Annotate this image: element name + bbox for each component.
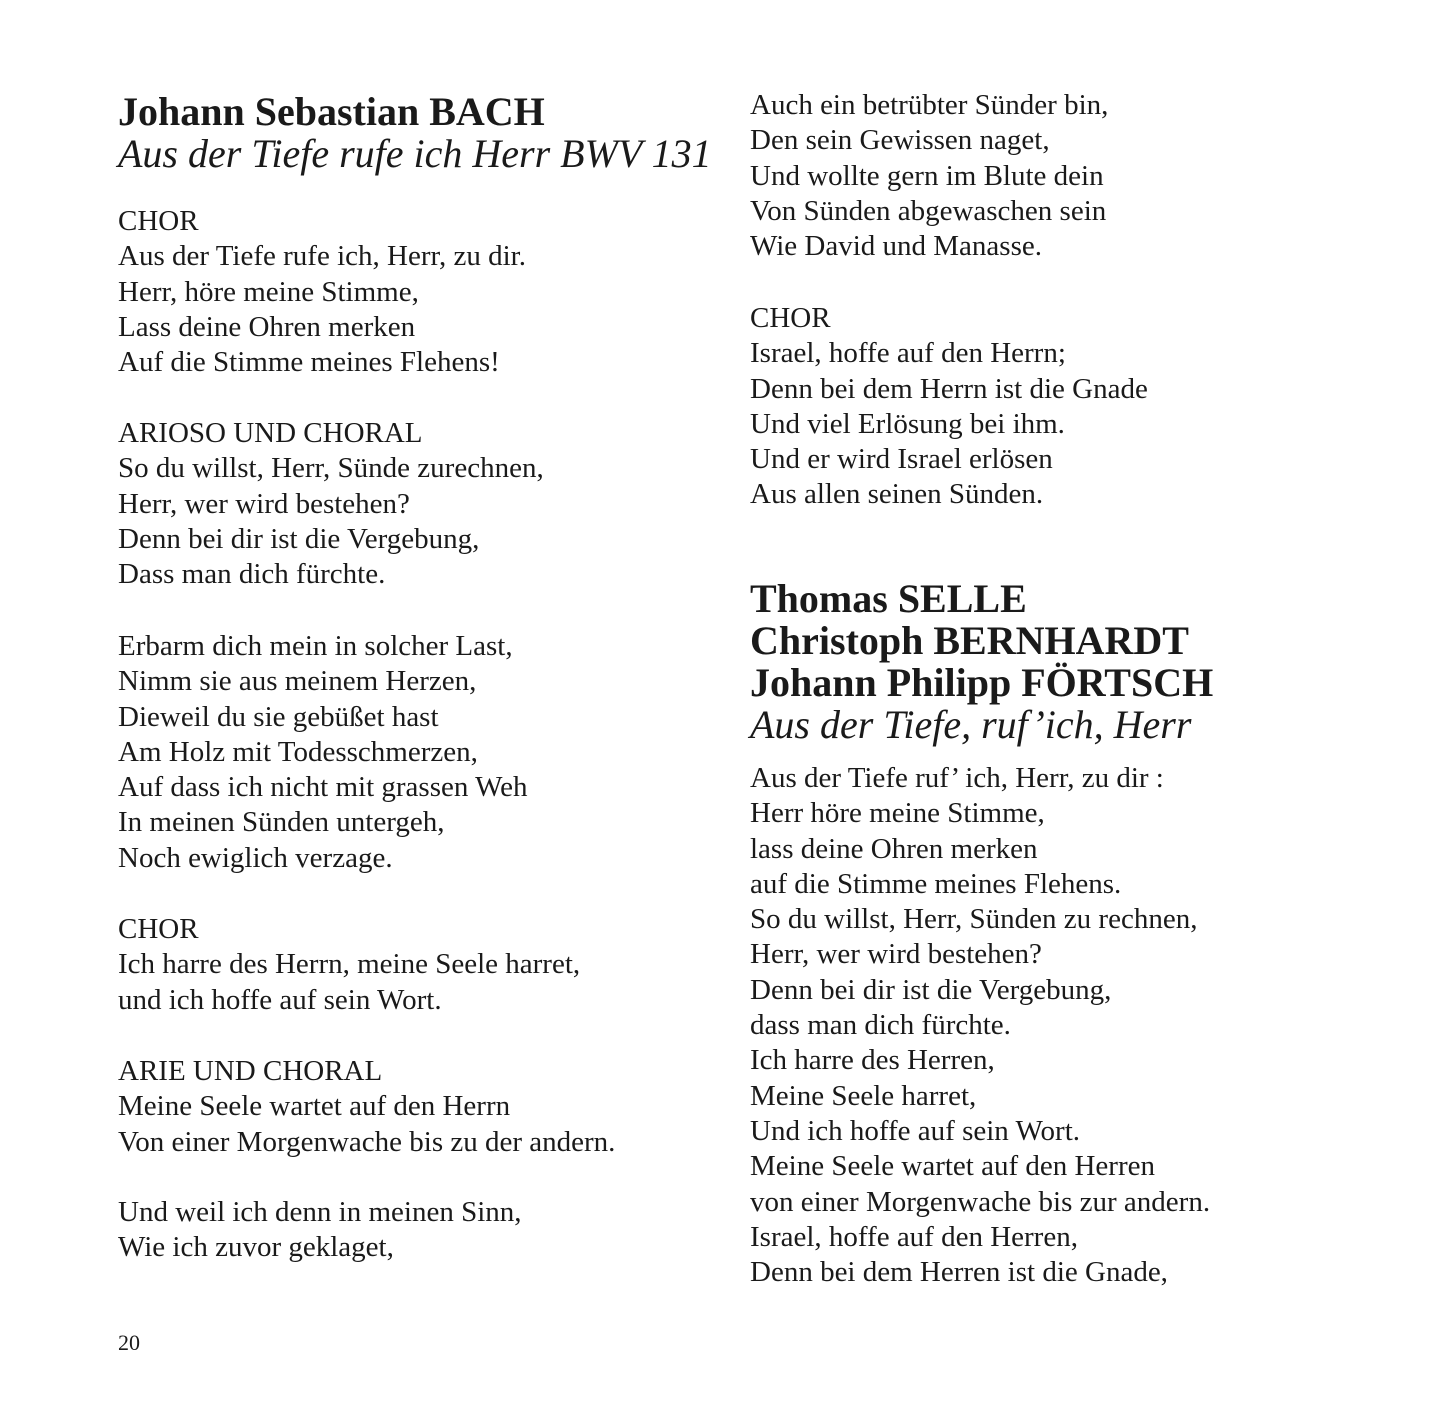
lyric-line: von einer Morgenwache bis zur andern. [750,1185,1211,1218]
lyric-line: Denn bei dem Herren ist die Gnade, [750,1256,1168,1289]
stanza [118,1054,615,1160]
lyric-line: Dieweil du sie gebüßet hast [118,700,439,733]
composer-name: Johann Sebastian BACH [118,89,545,134]
composer-name: Johann Philipp FÖRTSCH [750,660,1214,705]
stanza [118,204,526,380]
lyric-line: Und weil ich denn in meinen Sinn, [118,1196,522,1228]
lyric-line: Meine Seele wartet auf den Herrn [118,1090,511,1123]
lyric-line: Herr, wer wird bestehen? [750,938,1042,971]
lyric-line: Erbarm dich mein in solcher Last, [118,630,513,662]
lyric-line: Auch ein betrübter Sünder bin, [750,89,1109,121]
lyric-line: Und viel Erlösung bei ihm. [750,407,1065,440]
lyric-line: Von einer Morgenwache bis zu der andern. [118,1125,616,1158]
lyric-line: Herr, höre meine Stimme, [118,275,419,308]
lyric-line: Denn bei dem Herrn ist die Gnade [750,372,1148,405]
lyric-line: Herr, wer wird bestehen? [118,487,410,520]
lyric-line: Israel, hoffe auf den Herren, [750,1220,1078,1253]
work-title: Aus der Tiefe, ruf’ich, Herr [750,702,1192,747]
stanza [118,416,544,592]
lyric-line: In meinen Sünden untergeh, [118,806,445,839]
selle-heading [750,578,1213,746]
lyric-line: Von Sünden abgewaschen sein [750,194,1107,227]
lyric-line: Am Holz mit Todesschmerzen, [118,735,478,768]
lyric-line: So du willst, Herr, Sünden zu rechnen, [750,903,1198,936]
lyric-line: Wie ich zuvor geklaget, [118,1231,394,1264]
lyric-line: Aus allen seinen Sünden. [750,478,1044,511]
lyric-line: auf die Stimme meines Flehens. [750,867,1122,900]
lyric-line: CHOR [750,302,831,334]
page-number: 20 [118,1330,140,1355]
lyric-line: dass man dich fürchte. [750,1009,1011,1042]
right-lyrics-bottom [750,761,1210,1290]
stanza [118,912,580,1018]
lyric-line: Den sein Gewissen naget, [750,124,1050,157]
lyric-line: ARIOSO UND CHORAL [118,417,423,449]
lyric-line: Meine Seele harret, [750,1079,977,1112]
lyric-line: Und wollte gern im Blute dein [750,159,1104,192]
lyric-line: Denn bei dir ist die Vergebung, [750,973,1112,1006]
lyric-line: Auf die Stimme meines Flehens! [118,346,500,379]
lyric-line: Aus der Tiefe ruf’ ich, Herr, zu dir : [750,762,1164,794]
composer-name: Thomas SELLE [750,576,1027,621]
work-title: Aus der Tiefe rufe ich Herr BWV 131 [118,131,712,176]
bach-heading [118,91,712,175]
lyric-line: Ich harre des Herrn, meine Seele harret, [118,948,581,981]
stanza [750,301,1148,513]
lyric-line: Denn bei dir ist die Vergebung, [118,522,480,555]
lyric-line: und ich hoffe auf sein Wort. [118,983,442,1016]
lyric-line: Herr höre meine Stimme, [750,797,1045,830]
lyric-line: CHOR [118,913,199,945]
lyric-line: Und ich hoffe auf sein Wort. [750,1114,1081,1147]
lyric-line: Dass man dich fürchte. [118,558,386,591]
lyric-line: Meine Seele wartet auf den Herren [750,1150,1155,1183]
lyric-line: Lass deine Ohren merken [118,310,416,343]
lyric-line: Aus der Tiefe rufe ich, Herr, zu dir. [118,240,526,273]
lyric-line: Nimm sie aus meinem Herzen, [118,665,477,698]
lyric-line: CHOR [118,205,199,237]
composer-name: Christoph BERNHARDT [750,618,1189,663]
lyric-line: lass deine Ohren merken [750,832,1038,865]
lyric-line: Und er wird Israel erlösen [750,443,1053,476]
lyric-line: Ich harre des Herren, [750,1044,995,1077]
lyric-line: So du willst, Herr, Sünde zurechnen, [118,452,544,485]
stanza [750,88,1108,264]
lyric-line: Wie David und Manasse. [750,230,1042,263]
lyric-line: Noch ewiglich verzage. [118,841,393,874]
stanza [118,1195,522,1266]
stanza [118,629,528,876]
lyric-line: ARIE UND CHORAL [118,1055,383,1087]
lyric-line: Israel, hoffe auf den Herrn; [750,337,1066,370]
lyric-line: Auf dass ich nicht mit grassen Weh [118,771,528,804]
